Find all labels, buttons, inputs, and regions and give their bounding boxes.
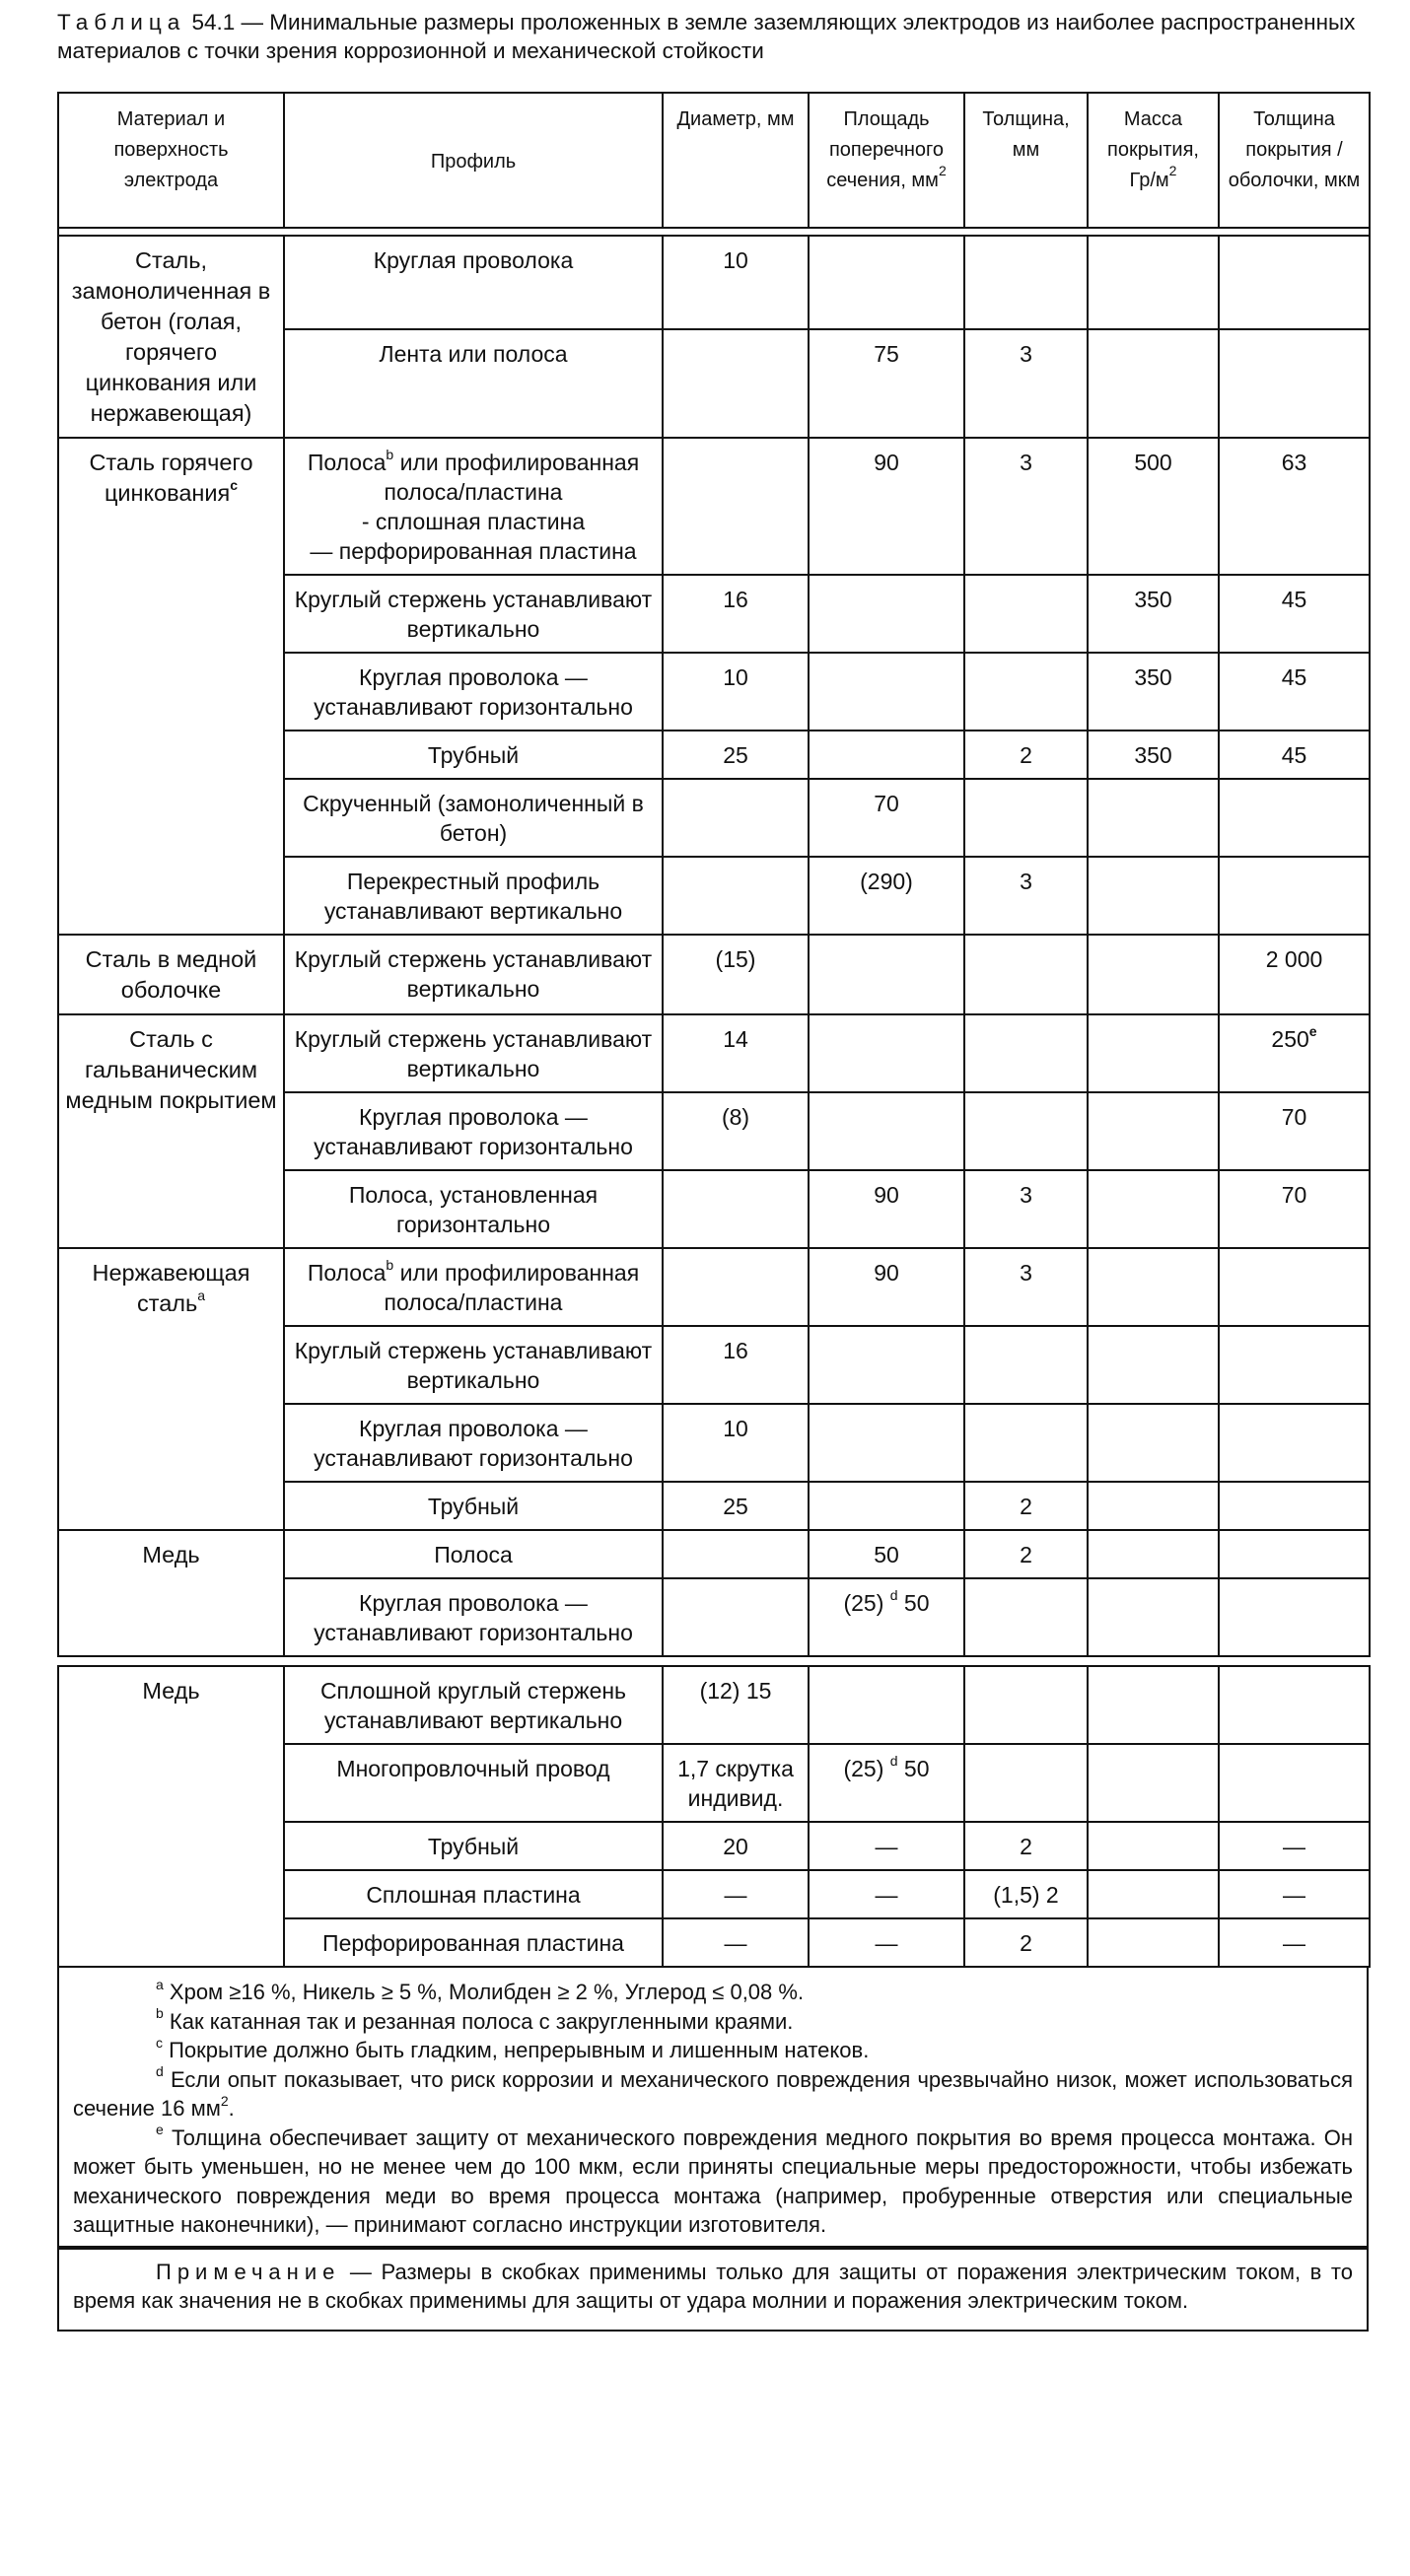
area-cell: — xyxy=(809,1822,964,1870)
header-coat-mass: Масса покрытия, $Гр/м^2$ xyxy=(1088,93,1219,228)
area-cell: 75 xyxy=(809,329,964,438)
coat-cell xyxy=(1219,779,1370,857)
diameter-cell xyxy=(663,438,809,575)
coat-cell: — xyxy=(1219,1918,1370,1967)
mass-cell: 350 xyxy=(1088,575,1219,653)
table-row xyxy=(58,438,1370,575)
footnote-b: $^b$ Как катанная так и резанная полоса с закругленными краями. xyxy=(156,2005,794,2034)
caption-label: Таблица xyxy=(57,10,186,35)
profile-cell: Трубный xyxy=(284,731,663,779)
thickness-cell: 3 xyxy=(964,329,1088,438)
table-row xyxy=(58,236,1370,329)
profile-cell: Круглая проволока xyxy=(284,236,663,329)
coat-cell xyxy=(1219,1326,1370,1404)
thickness-cell: (1,5) 2 xyxy=(964,1870,1088,1918)
thickness-cell: 3 xyxy=(964,1170,1088,1248)
profile-cell: Круглая проволока — устанавливают горизонтально xyxy=(284,1578,663,1656)
header-profile: Профиль xyxy=(284,93,663,228)
footnote-e: $^e$ Толщина обеспечивает защиту от механического повреждения медного покрытия во время процесса монтажа. Он может быть уменьшен, но не менее чем до 100 мкм, если приняты специальные меры предосторожности, чтобы избежать механического повреждения меди во время процесса монтажа (например, пробуренные отверстия или специальные защитные наконечники), — принимают согласно инструкции изготовителя. xyxy=(73,2122,1353,2237)
profile-cell: Перекрестный профиль устанавливают вертикально xyxy=(284,857,663,935)
thickness-cell xyxy=(964,1578,1088,1656)
profile-cell: Круглый стержень устанавливают вертикально xyxy=(284,935,663,1014)
profile-cell: Трубный xyxy=(284,1822,663,1870)
diameter-cell: 1,7 скрутка индивид. xyxy=(663,1744,809,1822)
header-area: Площадь поперечного сечения, $мм^2$ xyxy=(809,93,964,228)
profile-cell: Круглая проволока — устанавливают горизонтально xyxy=(284,1404,663,1482)
diameter-cell xyxy=(663,779,809,857)
area-cell: 90 xyxy=(809,1170,964,1248)
profile-cell: Круглый стержень устанавливают вертикально xyxy=(284,1326,663,1404)
thickness-cell: 3 xyxy=(964,438,1088,575)
table-row xyxy=(58,1248,1370,1326)
area-cell: (290) xyxy=(809,857,964,935)
table-row xyxy=(58,1666,1370,1744)
area-cell: 90 xyxy=(809,1248,964,1326)
diameter-cell: 10 xyxy=(663,236,809,329)
material-cell: Сталь с гальваническим медным покрытием xyxy=(58,1014,284,1248)
area-cell: 70 xyxy=(809,779,964,857)
material-cell: Сталь в медной оболочке xyxy=(58,935,284,1014)
mass-cell xyxy=(1088,1014,1219,1092)
profile-cell: Скрученный (замоноличенный в бетон) xyxy=(284,779,663,857)
thickness-cell: 2 xyxy=(964,1822,1088,1870)
diameter-cell xyxy=(663,329,809,438)
coat-cell: 2 000 xyxy=(1219,935,1370,1014)
profile-cell: Полоса xyxy=(284,1530,663,1578)
thickness-cell xyxy=(964,1092,1088,1170)
mass-cell xyxy=(1088,857,1219,935)
header-diameter: Диаметр, мм xyxy=(663,93,809,228)
profile-cell: Сплошной круглый стержень устанавливают вертикально xyxy=(284,1666,663,1744)
area-cell: — xyxy=(809,1918,964,1967)
mass-cell xyxy=(1088,1666,1219,1744)
profile-cell: Полоса$^b$ или профилированная полоса/пластина - сплошная пластина — перфорированная пластина xyxy=(284,438,663,575)
coat-cell: 70 xyxy=(1219,1170,1370,1248)
coat-cell: 45 xyxy=(1219,731,1370,779)
table-row xyxy=(58,1530,1370,1578)
coat-cell xyxy=(1219,329,1370,438)
profile-cell: Круглый стержень устанавливают вертикально xyxy=(284,575,663,653)
thickness-cell xyxy=(964,779,1088,857)
coat-cell xyxy=(1219,1530,1370,1578)
footnote-d: $^d$ Если опыт показывает, что риск коррозии и механического повреждения чрезвычайно низок, может использоваться сечение 16 $мм^2$. xyxy=(73,2063,1353,2121)
coat-cell: 63 xyxy=(1219,438,1370,575)
table-row xyxy=(58,935,1370,1014)
coat-cell xyxy=(1219,1578,1370,1656)
caption-text: 54.1 — Минимальные размеры проложенных в земле заземляющих электродов из наиболее распространенных материалов с точки зрения коррозионной и механической стойкости xyxy=(57,10,1356,63)
diameter-cell: (15) xyxy=(663,935,809,1014)
mass-cell xyxy=(1088,1326,1219,1404)
diameter-cell: — xyxy=(663,1918,809,1967)
coat-cell xyxy=(1219,1482,1370,1530)
diameter-cell: 10 xyxy=(663,653,809,731)
mass-cell: 350 xyxy=(1088,731,1219,779)
area-cell xyxy=(809,653,964,731)
mass-cell xyxy=(1088,1530,1219,1578)
header-material: Материал и поверхность электрода xyxy=(58,93,284,228)
mass-cell xyxy=(1088,1170,1219,1248)
mass-cell xyxy=(1088,1578,1219,1656)
mass-cell xyxy=(1088,236,1219,329)
remark-label: Примечание xyxy=(156,2259,341,2284)
mass-cell xyxy=(1088,329,1219,438)
grounding-electrodes-table xyxy=(57,92,1371,1968)
thickness-cell xyxy=(964,1666,1088,1744)
area-cell xyxy=(809,1666,964,1744)
coat-cell: 250e xyxy=(1219,1014,1370,1092)
area-cell xyxy=(809,1482,964,1530)
thickness-cell xyxy=(964,1326,1088,1404)
coat-cell xyxy=(1219,236,1370,329)
header-row xyxy=(58,93,1370,228)
thickness-cell: 2 xyxy=(964,1482,1088,1530)
mass-cell xyxy=(1088,1870,1219,1918)
diameter-cell xyxy=(663,1170,809,1248)
area-cell xyxy=(809,1014,964,1092)
coat-cell: — xyxy=(1219,1870,1370,1918)
mass-cell: 500 xyxy=(1088,438,1219,575)
footnotes xyxy=(57,1968,1369,2248)
area-cell xyxy=(809,935,964,1014)
profile-cell: Круглый стержень устанавливают вертикально xyxy=(284,1014,663,1092)
thickness-cell: 3 xyxy=(964,857,1088,935)
diameter-cell: 25 xyxy=(663,1482,809,1530)
diameter-cell xyxy=(663,1578,809,1656)
material-cell: Медь xyxy=(58,1530,284,1656)
profile-cell: Полоса$^b$ или профилированная полоса/пластина xyxy=(284,1248,663,1326)
profile-cell: Лента или полоса xyxy=(284,329,663,438)
coat-cell xyxy=(1219,1666,1370,1744)
area-cell: (25) $^d$ 50 xyxy=(809,1744,964,1822)
area-cell xyxy=(809,1404,964,1482)
area-cell: 50 xyxy=(809,1530,964,1578)
mass-cell xyxy=(1088,935,1219,1014)
table-row xyxy=(58,1014,1370,1092)
area-cell xyxy=(809,731,964,779)
diameter-cell: 16 xyxy=(663,575,809,653)
header-coat-thickness: Толщина покрытия / оболочки, мкм xyxy=(1219,93,1370,228)
diameter-cell: 20 xyxy=(663,1822,809,1870)
mass-cell xyxy=(1088,1744,1219,1822)
material-cell: Нержавеющая сталь$^a$ xyxy=(58,1248,284,1530)
mass-cell: 350 xyxy=(1088,653,1219,731)
area-cell: 90 xyxy=(809,438,964,575)
profile-cell: Многопровлочный провод xyxy=(284,1744,663,1822)
thickness-cell xyxy=(964,236,1088,329)
profile-cell: Перфорированная пластина xyxy=(284,1918,663,1967)
material-cell: Сталь, замоноличенная в бетон (голая, горячего цинкования или нержавеющая) xyxy=(58,236,284,438)
diameter-cell: (12) 15 xyxy=(663,1666,809,1744)
mass-cell xyxy=(1088,1822,1219,1870)
diameter-cell: (8) xyxy=(663,1092,809,1170)
table-remark xyxy=(57,2248,1369,2332)
thickness-cell: 2 xyxy=(964,1530,1088,1578)
diameter-cell: 14 xyxy=(663,1014,809,1092)
mass-cell xyxy=(1088,1248,1219,1326)
mass-cell xyxy=(1088,1918,1219,1967)
thickness-cell: 2 xyxy=(964,1918,1088,1967)
thickness-cell xyxy=(964,1744,1088,1822)
header-thickness: Толщина, мм xyxy=(964,93,1088,228)
material-cell: Медь xyxy=(58,1666,284,1967)
table-caption xyxy=(57,8,1369,65)
area-cell xyxy=(809,1092,964,1170)
coat-cell: 45 xyxy=(1219,575,1370,653)
thickness-cell xyxy=(964,1014,1088,1092)
thickness-cell xyxy=(964,935,1088,1014)
diameter-cell xyxy=(663,1530,809,1578)
footnote-c: $^c$ Покрытие должно быть гладким, непрерывным и лишенным натеков. xyxy=(156,2034,870,2062)
thickness-cell xyxy=(964,575,1088,653)
diameter-cell xyxy=(663,1248,809,1326)
document-page xyxy=(57,8,1369,2332)
coat-cell: — xyxy=(1219,1822,1370,1870)
profile-cell: Сплошная пластина xyxy=(284,1870,663,1918)
mass-cell xyxy=(1088,1092,1219,1170)
area-cell xyxy=(809,575,964,653)
thickness-cell xyxy=(964,1404,1088,1482)
profile-cell: Трубный xyxy=(284,1482,663,1530)
area-cell: (25) $^d$ 50 xyxy=(809,1578,964,1656)
profile-cell: Круглая проволока — устанавливают горизонтально xyxy=(284,1092,663,1170)
material-cell: Сталь горячего цинкования$^c$ xyxy=(58,438,284,935)
mass-cell xyxy=(1088,779,1219,857)
diameter-cell: 10 xyxy=(663,1404,809,1482)
coat-cell xyxy=(1219,1744,1370,1822)
coat-cell: 70 xyxy=(1219,1092,1370,1170)
area-cell: — xyxy=(809,1870,964,1918)
profile-cell: Круглая проволока — устанавливают горизонтально xyxy=(284,653,663,731)
coat-cell xyxy=(1219,857,1370,935)
footnote-a: $^a$ Хром ≥16 %, Никель ≥ 5 %, Молибден ≥ 2 %, Углерод ≤ 0,08 %. xyxy=(156,1976,805,2004)
area-cell xyxy=(809,236,964,329)
mass-cell xyxy=(1088,1404,1219,1482)
diameter-cell xyxy=(663,857,809,935)
area-cell xyxy=(809,1326,964,1404)
diameter-cell: 16 xyxy=(663,1326,809,1404)
thickness-cell xyxy=(964,653,1088,731)
profile-cell: Полоса, установленная горизонтально xyxy=(284,1170,663,1248)
coat-cell xyxy=(1219,1404,1370,1482)
thickness-cell: 3 xyxy=(964,1248,1088,1326)
mass-cell xyxy=(1088,1482,1219,1530)
remark-text: — Размеры в скобках применимы только для защиты от поражения электрическим током, в то время как значения не в скобках применимы для защиты от удара молнии и поражения электрическим током. xyxy=(73,2259,1353,2313)
thickness-cell: 2 xyxy=(964,731,1088,779)
coat-cell xyxy=(1219,1248,1370,1326)
diameter-cell: — xyxy=(663,1870,809,1918)
coat-cell: 45 xyxy=(1219,653,1370,731)
diameter-cell: 25 xyxy=(663,731,809,779)
